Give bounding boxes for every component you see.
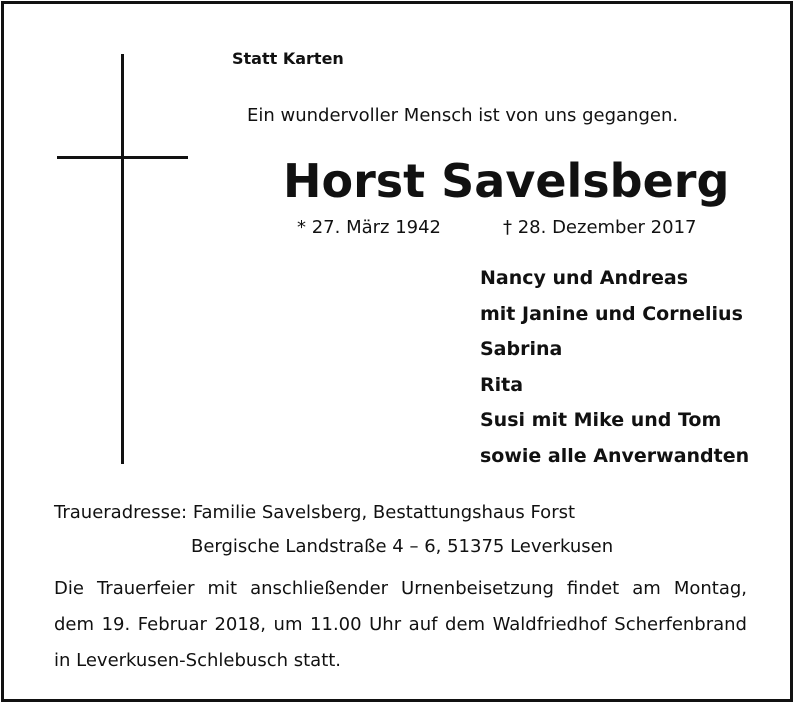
mourner-line: Sabrina xyxy=(480,338,563,360)
ceremony-paragraph xyxy=(54,571,747,679)
mourner-line: sowie alle Anverwandten xyxy=(480,444,750,467)
notice-header: Statt Karten xyxy=(232,49,344,68)
mourner-line: mit Janine und Cornelius xyxy=(480,302,743,325)
cross-icon xyxy=(121,54,124,464)
intro-line: Ein wundervoller Mensch ist von uns gegangen. xyxy=(247,105,679,126)
ceremony-line: in Leverkusen-Schlebusch statt. xyxy=(54,650,342,671)
mourner-line: Rita xyxy=(480,373,524,396)
mourner-line: Susi mit Mike und Tom xyxy=(480,409,722,431)
deceased-name: Horst Savelsberg xyxy=(283,154,730,208)
death-date: † 28. Dezember 2017 xyxy=(503,217,697,238)
cross-icon-bar xyxy=(57,156,188,159)
mourning-address-street: Bergische Landstraße 4 – 6, 51375 Leverkusen xyxy=(191,536,614,557)
ceremony-line: dem 19. Februar 2018, um 11.00 Uhr auf dem Waldfriedhof Scherfenbrand xyxy=(54,614,747,635)
mourners-list xyxy=(480,266,749,479)
birth-date: * 27. März 1942 xyxy=(297,217,442,238)
mourning-address: Traueradresse: Familie Savelsberg, Bestattungshaus Forst xyxy=(54,502,576,523)
mourner-line: Nancy und Andreas xyxy=(480,267,688,289)
ceremony-line: Die Trauerfeier mit anschließender Urnenbeisetzung findet am Montag, xyxy=(54,578,747,599)
